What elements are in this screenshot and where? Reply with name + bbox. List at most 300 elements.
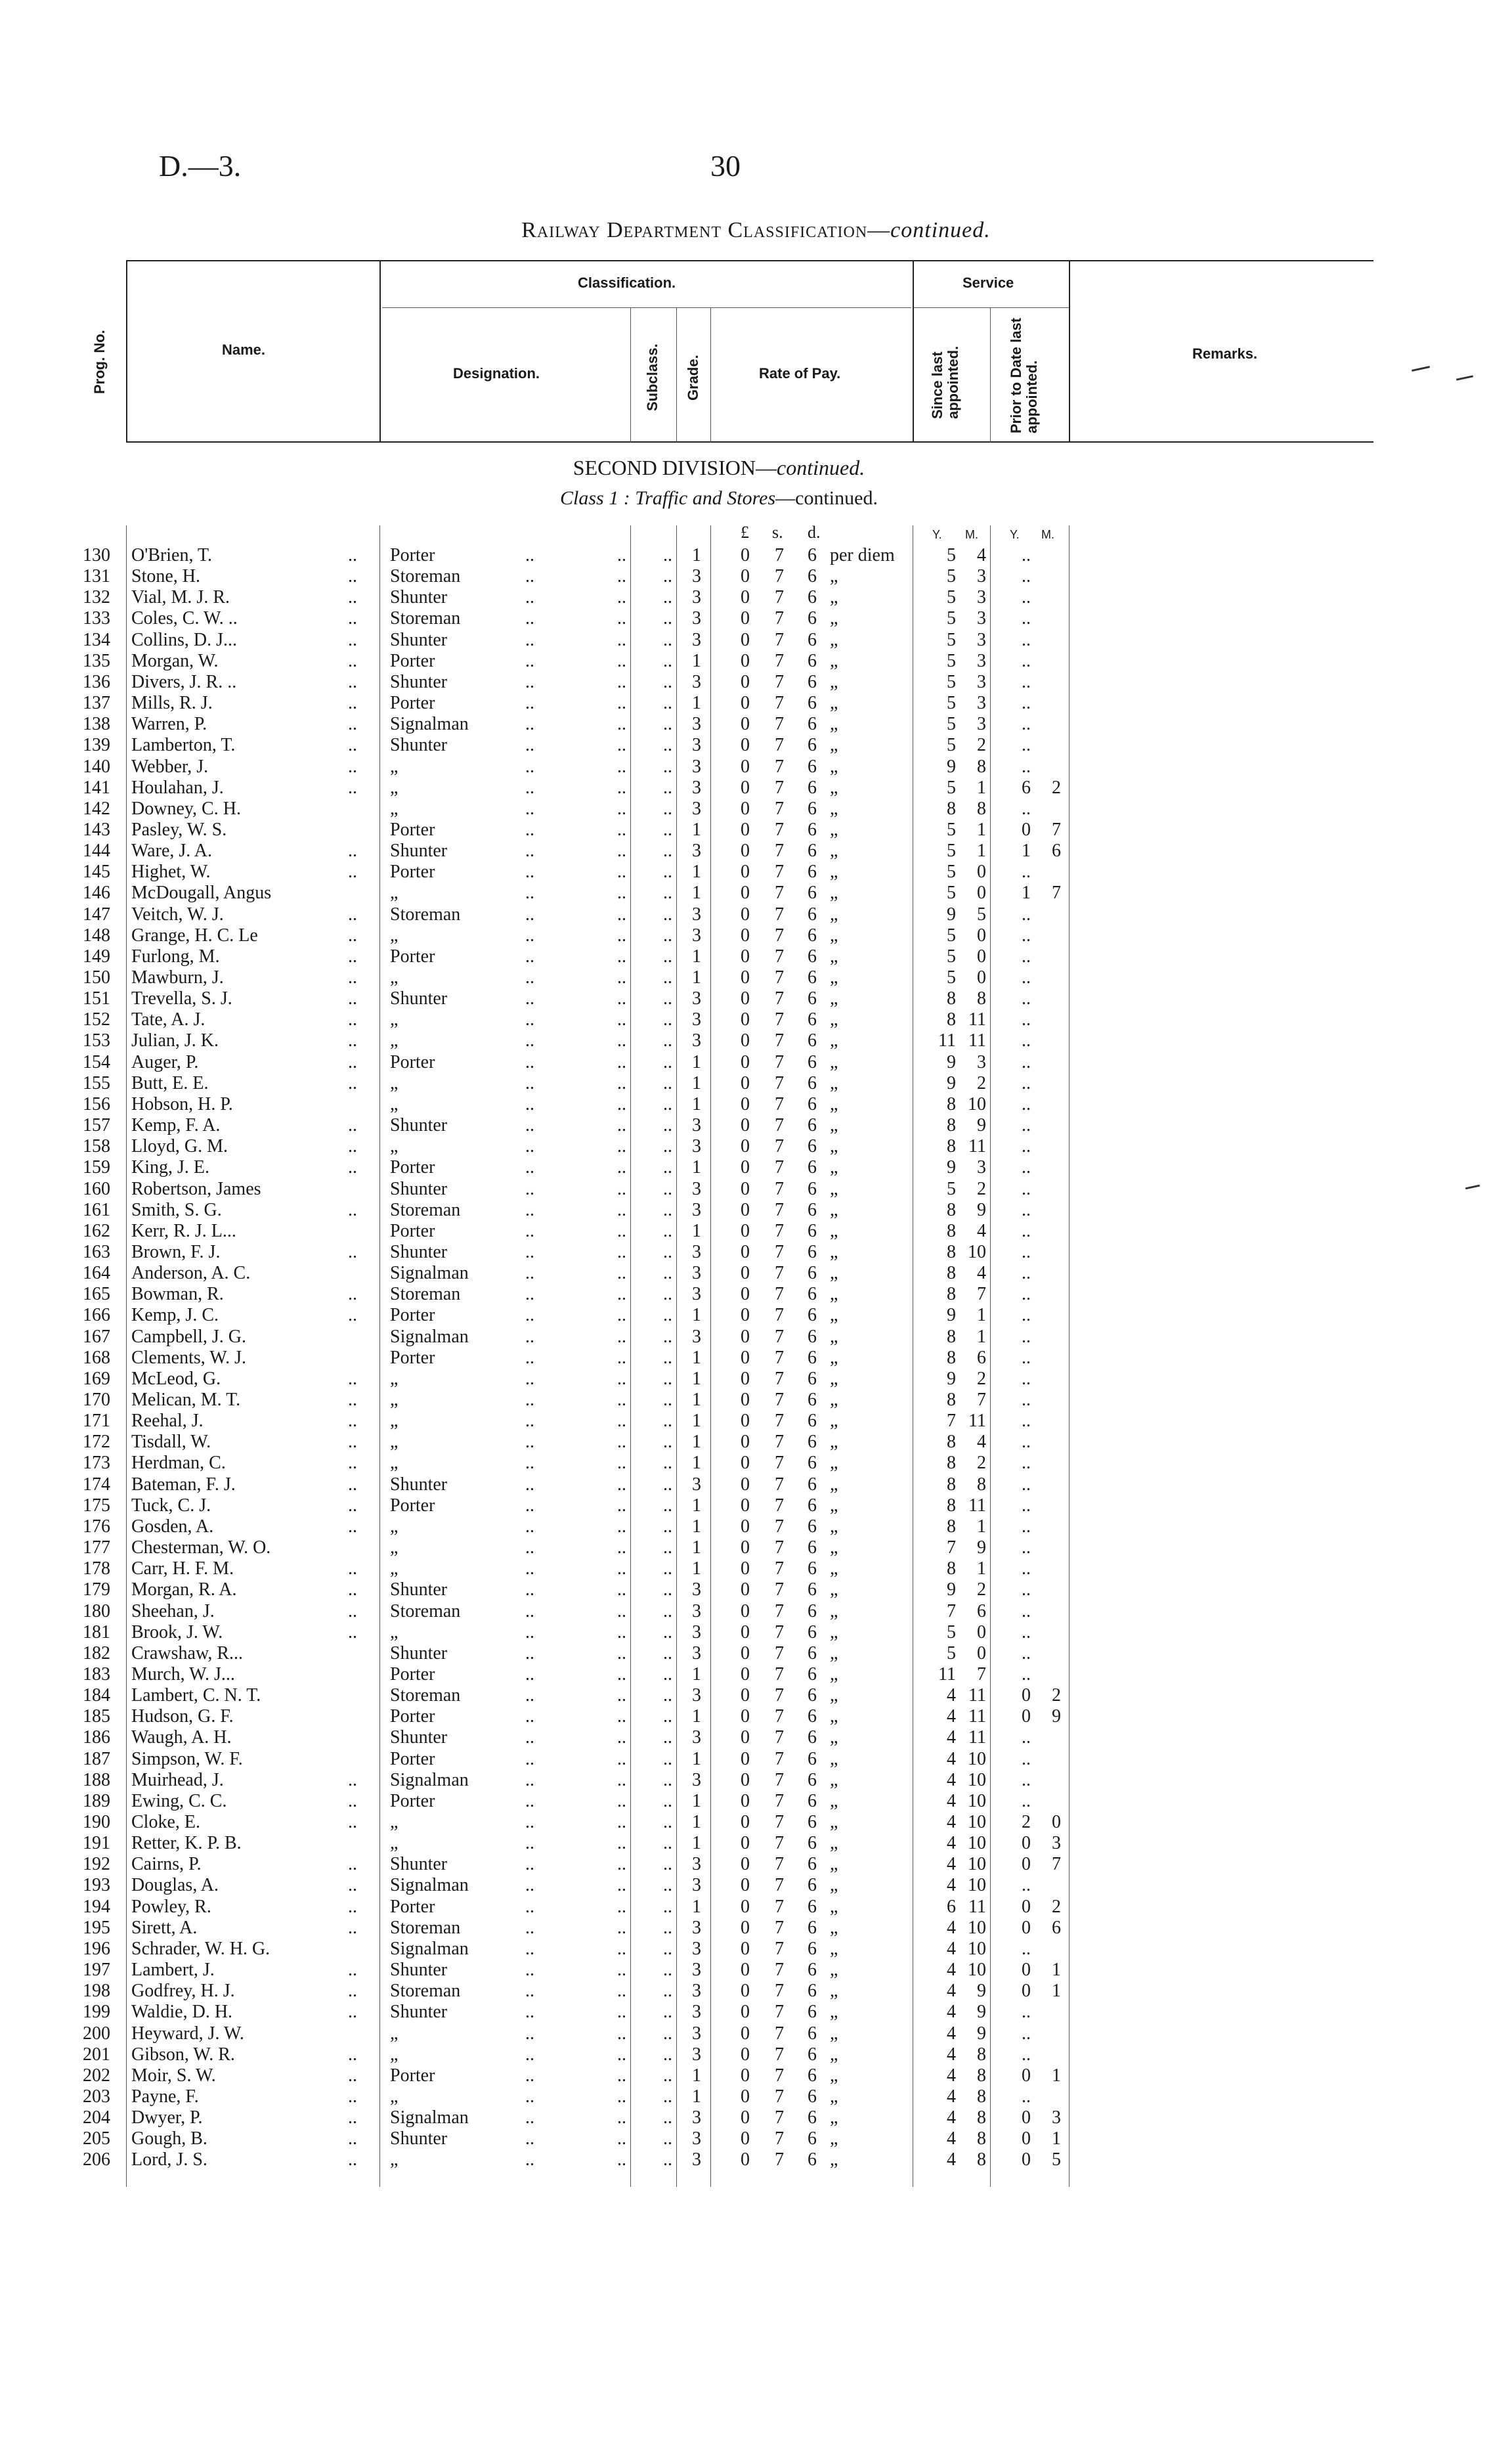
leader-dots: .. — [348, 2065, 357, 2086]
pay-pounds: 0 — [741, 2023, 750, 2044]
prog-no: 195 — [83, 1917, 110, 1938]
prior-months: 9 — [1052, 1706, 1061, 1727]
pay-pounds: 0 — [741, 566, 750, 587]
leader-dots: .. — [348, 1896, 357, 1917]
pay-pence: 6 — [808, 650, 817, 671]
since-months: 8 — [977, 1474, 986, 1495]
designation: Shunter — [390, 1960, 448, 1981]
remarks-header: Remarks. — [1192, 345, 1258, 362]
pay-shillings: 7 — [775, 608, 784, 629]
designation: Porter — [390, 1663, 435, 1684]
prior-years: .. — [1022, 1305, 1031, 1326]
since-months: 3 — [977, 629, 986, 650]
employee-name: Brown, F. J. — [131, 1241, 221, 1262]
pay-pounds: 0 — [741, 1115, 750, 1136]
designation: „ — [390, 2149, 399, 2170]
prog-no: 165 — [83, 1284, 110, 1305]
designation: „ — [390, 1453, 399, 1474]
designation: Signalman — [390, 1875, 469, 1896]
pay-shillings: 7 — [775, 2149, 784, 2170]
table-row — [0, 1030, 1512, 1051]
grade: 3 — [692, 629, 701, 650]
leader-dots: .. — [348, 925, 357, 946]
employee-name: Bowman, R. — [131, 1284, 224, 1305]
employee-name: Tuck, C. J. — [131, 1495, 211, 1516]
prior-years: .. — [1022, 1263, 1031, 1284]
prior-months: 7 — [1052, 883, 1061, 904]
since-months: 10 — [968, 1833, 986, 1854]
leader-dots: .. — [663, 566, 672, 587]
grade: 3 — [692, 1579, 701, 1600]
employee-name: Gibson, W. R. — [131, 2044, 235, 2065]
pay-pounds: 0 — [741, 1136, 750, 1157]
pay-note: „ — [830, 1390, 838, 1410]
pay-pence: 6 — [808, 1854, 817, 1875]
employee-name: Hobson, H. P. — [131, 1093, 233, 1114]
leader-dots: .. — [617, 1579, 626, 1600]
pay-note: „ — [830, 1157, 838, 1178]
pay-shillings: 7 — [775, 1157, 784, 1178]
designation: Storeman — [390, 904, 461, 925]
prior-months: 1 — [1052, 2128, 1061, 2149]
prior-years: .. — [1022, 1516, 1031, 1537]
prior-years: 0 — [1022, 1833, 1031, 1854]
designation: „ — [390, 798, 399, 819]
leader-dots: .. — [348, 1157, 357, 1178]
leader-dots: .. — [663, 798, 672, 819]
prior-months: 3 — [1052, 2107, 1061, 2128]
leader-dots: .. — [663, 1326, 672, 1347]
leader-dots: .. — [348, 1368, 357, 1389]
leader-dots: .. — [525, 756, 534, 777]
prior-months: 0 — [1052, 1812, 1061, 1832]
pay-pounds: 0 — [741, 1263, 750, 1284]
leader-dots: .. — [348, 1030, 357, 1051]
page-number: 30 — [710, 149, 741, 183]
col-divider — [676, 307, 677, 443]
division-continued: continued. — [777, 456, 865, 479]
prior-years: .. — [1022, 862, 1031, 883]
leader-dots: .. — [663, 545, 672, 565]
table-row — [0, 1812, 1512, 1833]
service-header: Service — [962, 275, 1014, 291]
leader-dots: .. — [348, 2086, 357, 2107]
leader-dots: .. — [617, 1706, 626, 1727]
grade: 3 — [692, 904, 701, 925]
leader-dots: .. — [525, 608, 534, 629]
prior-years: 2 — [1022, 1812, 1031, 1832]
designation: Signalman — [390, 1263, 469, 1284]
pay-pounds: 0 — [741, 1960, 750, 1981]
designation: Porter — [390, 1157, 435, 1178]
pay-note: „ — [830, 1748, 838, 1769]
prog-no: 199 — [83, 2002, 110, 2023]
designation: Shunter — [390, 1474, 448, 1495]
employee-name: Cairns, P. — [131, 1854, 202, 1875]
pay-pounds: 0 — [741, 1241, 750, 1262]
employee-name: Lambert, J. — [131, 1960, 215, 1981]
grade: 1 — [692, 1833, 701, 1854]
leader-dots: .. — [617, 862, 626, 883]
prog-no: 132 — [83, 587, 110, 608]
leader-dots: .. — [525, 1537, 534, 1558]
prior-years: .. — [1022, 1411, 1031, 1432]
employee-name: Simpson, W. F. — [131, 1748, 243, 1769]
since-years: 4 — [947, 2149, 956, 2170]
pay-pence: 6 — [808, 1368, 817, 1389]
leader-dots: .. — [617, 1981, 626, 2002]
prog-no: 177 — [83, 1537, 110, 1558]
grade: 1 — [692, 650, 701, 671]
pay-note: „ — [830, 862, 838, 883]
leader-dots: .. — [348, 1981, 357, 2002]
leader-dots: .. — [617, 1917, 626, 1938]
grade-header: Grade. — [685, 355, 701, 401]
table-row — [0, 587, 1512, 608]
pay-shillings: 7 — [775, 1642, 784, 1663]
designation: „ — [390, 2023, 399, 2044]
prior-years: 0 — [1022, 1896, 1031, 1917]
leader-dots: .. — [663, 629, 672, 650]
subclass-header: Subclass. — [644, 343, 660, 411]
employee-name: Houlahan, J. — [131, 777, 224, 798]
leader-dots: .. — [525, 650, 534, 671]
since-months: 4 — [977, 545, 986, 565]
employee-name: Lord, J. S. — [131, 2149, 207, 2170]
pay-pounds: 0 — [741, 1896, 750, 1917]
leader-dots: .. — [617, 1685, 626, 1706]
leader-dots: .. — [525, 671, 534, 692]
pay-pence: 6 — [808, 1960, 817, 1981]
prog-no: 139 — [83, 735, 110, 756]
pay-pounds: 0 — [741, 925, 750, 946]
pay-pounds: 0 — [741, 1663, 750, 1684]
since-years: 4 — [947, 1769, 956, 1790]
leader-dots: .. — [617, 1072, 626, 1093]
table-row — [0, 862, 1512, 883]
pay-note: „ — [830, 1263, 838, 1284]
pay-pence: 6 — [808, 1663, 817, 1684]
pay-note: „ — [830, 1621, 838, 1642]
leader-dots: .. — [617, 1453, 626, 1474]
prior-years: 0 — [1022, 2107, 1031, 2128]
prog-no: 175 — [83, 1495, 110, 1516]
prog-no: 183 — [83, 1663, 110, 1684]
leader-dots: .. — [525, 1305, 534, 1326]
designation: Porter — [390, 693, 435, 714]
leader-dots: .. — [663, 2086, 672, 2107]
pay-note: „ — [830, 1790, 838, 1811]
designation: „ — [390, 1558, 399, 1579]
table-row — [0, 778, 1512, 799]
leader-dots: .. — [617, 1305, 626, 1326]
since-months: 4 — [977, 1432, 986, 1453]
pay-shillings: 7 — [775, 2107, 784, 2128]
since-years: 4 — [947, 2044, 956, 2065]
pay-pounds: 0 — [741, 1326, 750, 1347]
leader-dots: .. — [348, 693, 357, 714]
leader-dots: .. — [617, 798, 626, 819]
prog-no: 200 — [83, 2023, 110, 2044]
class-label: Class 1 : — [560, 487, 636, 509]
designation: Shunter — [390, 2002, 448, 2023]
leader-dots: .. — [617, 2044, 626, 2065]
prior-years: .. — [1022, 1093, 1031, 1114]
pay-pence: 6 — [808, 1157, 817, 1178]
table-row — [0, 1833, 1512, 1854]
prog-no: 179 — [83, 1579, 110, 1600]
pay-pounds: 0 — [741, 1051, 750, 1072]
grade: 1 — [692, 2086, 701, 2107]
leader-dots: .. — [663, 1178, 672, 1199]
grade: 1 — [692, 1157, 701, 1178]
table-row — [0, 2107, 1512, 2128]
grade: 3 — [692, 714, 701, 735]
grade: 3 — [692, 587, 701, 608]
leader-dots: .. — [617, 1326, 626, 1347]
pay-note: „ — [830, 1305, 838, 1326]
grade: 3 — [692, 1917, 701, 1938]
table-row — [0, 1432, 1512, 1453]
grade: 1 — [692, 1706, 701, 1727]
leader-dots: .. — [663, 1495, 672, 1516]
leader-dots: .. — [525, 1093, 534, 1114]
pay-shillings: 7 — [775, 1136, 784, 1157]
classification-header: Classification. — [578, 275, 676, 291]
leader-dots: .. — [348, 1432, 357, 1453]
prior-header: Prior to Date last appointed. — [1008, 317, 1041, 433]
prog-no: 157 — [83, 1115, 110, 1136]
since-months: 11 — [968, 1136, 986, 1157]
pay-shillings: 7 — [775, 798, 784, 819]
classification-rule — [382, 307, 911, 308]
employee-name: Downey, C. H. — [131, 798, 241, 819]
since-months: 0 — [977, 862, 986, 883]
employee-name: Trevella, S. J. — [131, 988, 232, 1009]
since-years: 4 — [947, 2023, 956, 2044]
pay-pence: 6 — [808, 1642, 817, 1663]
grade: 1 — [692, 1220, 701, 1241]
leader-dots: .. — [617, 671, 626, 692]
leader-dots: .. — [663, 946, 672, 967]
since-years: 4 — [947, 1790, 956, 1811]
pay-shillings: 7 — [775, 1390, 784, 1410]
pay-shillings: 7 — [775, 1875, 784, 1896]
leader-dots: .. — [617, 904, 626, 925]
leader-dots: .. — [617, 1009, 626, 1030]
leader-dots: .. — [617, 1347, 626, 1368]
leader-dots: .. — [663, 2128, 672, 2149]
employee-name: Powley, R. — [131, 1896, 211, 1917]
leader-dots: .. — [663, 1157, 672, 1178]
employee-name: Collins, D. J... — [131, 629, 238, 650]
leader-dots: .. — [663, 1981, 672, 2002]
pay-shillings: 7 — [775, 819, 784, 840]
grade: 3 — [692, 566, 701, 587]
table-row — [0, 1727, 1512, 1748]
prior-years: 0 — [1022, 1917, 1031, 1938]
table-row — [0, 566, 1512, 587]
pay-shillings: 7 — [775, 1769, 784, 1790]
pay-shillings: 7 — [775, 2065, 784, 2086]
since-months: 5 — [977, 904, 986, 925]
leader-dots: .. — [525, 2002, 534, 2023]
header-top-rule — [126, 260, 1373, 261]
pay-note: „ — [830, 1875, 838, 1896]
since-years: 5 — [947, 1178, 956, 1199]
prog-no: 186 — [83, 1727, 110, 1748]
since-years: 9 — [947, 1072, 956, 1093]
leader-dots: .. — [525, 1495, 534, 1516]
prior-months: 1 — [1052, 2065, 1061, 2086]
pay-shillings: 7 — [775, 1981, 784, 2002]
leader-dots: .. — [663, 756, 672, 777]
designation: Porter — [390, 1305, 435, 1326]
designation: „ — [390, 1072, 399, 1093]
pay-pence: 6 — [808, 1051, 817, 1072]
since-years: 4 — [947, 1960, 956, 1981]
since-months: 8 — [977, 988, 986, 1009]
prior-years: 1 — [1022, 883, 1031, 904]
designation: „ — [390, 883, 399, 904]
pay-pounds: 0 — [741, 1706, 750, 1727]
pay-pence: 6 — [808, 1241, 817, 1262]
pay-shillings: 7 — [775, 1199, 784, 1220]
leader-dots: .. — [525, 1411, 534, 1432]
pay-note: „ — [830, 2086, 838, 2107]
since-years: 5 — [947, 819, 956, 840]
leader-dots: .. — [348, 1621, 357, 1642]
table-row — [0, 1327, 1512, 1348]
table-row — [0, 1052, 1512, 1073]
col-divider — [913, 260, 914, 443]
grade: 3 — [692, 1642, 701, 1663]
prog-no: 167 — [83, 1326, 110, 1347]
pay-pounds: 0 — [741, 1790, 750, 1811]
table-row — [0, 946, 1512, 967]
employee-name: O'Brien, T. — [131, 545, 212, 565]
since-months: 9 — [977, 1199, 986, 1220]
pay-pence: 6 — [808, 1453, 817, 1474]
leader-dots: .. — [663, 1051, 672, 1072]
pay-pence: 6 — [808, 1072, 817, 1093]
since-years: 8 — [947, 988, 956, 1009]
leader-dots: .. — [617, 756, 626, 777]
leader-dots: .. — [525, 946, 534, 967]
employee-name: Tisdall, W. — [131, 1432, 211, 1453]
employee-name: Retter, K. P. B. — [131, 1833, 242, 1854]
leader-dots: .. — [525, 1241, 534, 1262]
prog-no: 146 — [83, 883, 110, 904]
since-months: 10 — [968, 1241, 986, 1262]
leader-dots: .. — [525, 735, 534, 756]
leader-dots: .. — [617, 735, 626, 756]
employee-name: Kemp, F. A. — [131, 1115, 221, 1136]
table-row — [0, 1263, 1512, 1284]
employee-name: Lamberton, T. — [131, 735, 236, 756]
pay-note: „ — [830, 2002, 838, 2023]
leader-dots: .. — [663, 1938, 672, 1959]
leader-dots: .. — [663, 608, 672, 629]
leader-dots: .. — [525, 1220, 534, 1241]
employee-name: Divers, J. R. .. — [131, 671, 237, 692]
since-years: 5 — [947, 608, 956, 629]
pay-shillings: 7 — [775, 1009, 784, 1030]
pay-pounds: 0 — [741, 1600, 750, 1621]
pay-note: „ — [830, 1727, 838, 1748]
grade: 3 — [692, 1769, 701, 1790]
pay-note: „ — [830, 841, 838, 862]
leader-dots: .. — [525, 841, 534, 862]
pay-pence: 6 — [808, 1558, 817, 1579]
leader-dots: .. — [348, 1854, 357, 1875]
prog-no: 150 — [83, 967, 110, 988]
prog-no: 141 — [83, 777, 110, 798]
since-months: 8 — [977, 2065, 986, 2086]
designation: Storeman — [390, 1981, 461, 2002]
since-years: 8 — [947, 1284, 956, 1305]
pay-pounds: 0 — [741, 1854, 750, 1875]
grade: 3 — [692, 1600, 701, 1621]
table-row — [0, 1918, 1512, 1939]
pay-note: „ — [830, 714, 838, 735]
prior-years: .. — [1022, 1432, 1031, 1453]
employee-name: Reehal, J. — [131, 1411, 204, 1432]
pay-pounds: 0 — [741, 1220, 750, 1241]
leader-dots: .. — [617, 819, 626, 840]
grade: 3 — [692, 1030, 701, 1051]
designation: Porter — [390, 1347, 435, 1368]
leader-dots: .. — [348, 1960, 357, 1981]
pay-shillings: 7 — [775, 1411, 784, 1432]
pay-pence: 6 — [808, 1896, 817, 1917]
pay-pence: 6 — [808, 2065, 817, 2086]
pay-pence: 6 — [808, 2086, 817, 2107]
employee-name: Chesterman, W. O. — [131, 1537, 271, 1558]
prior-months: 2 — [1052, 1685, 1061, 1706]
leader-dots: .. — [525, 1051, 534, 1072]
unit-pounds: £ — [741, 523, 749, 542]
pay-pounds: 0 — [741, 1516, 750, 1537]
prior-years: 0 — [1022, 1685, 1031, 1706]
pay-note: „ — [830, 967, 838, 988]
table-row — [0, 672, 1512, 693]
leader-dots: .. — [617, 2086, 626, 2107]
since-years: 8 — [947, 1220, 956, 1241]
leader-dots: .. — [525, 1896, 534, 1917]
leader-dots: .. — [663, 1390, 672, 1410]
leader-dots: .. — [348, 2002, 357, 2023]
prog-no: 202 — [83, 2065, 110, 2086]
leader-dots: .. — [617, 1474, 626, 1495]
leader-dots: .. — [348, 1579, 357, 1600]
since-months: 7 — [977, 1663, 986, 1684]
pay-shillings: 7 — [775, 1516, 784, 1537]
prog-no: 153 — [83, 1030, 110, 1051]
table-row — [0, 841, 1512, 862]
employee-name: Kerr, R. J. L... — [131, 1220, 236, 1241]
since-years: 8 — [947, 1390, 956, 1410]
prog-no: 176 — [83, 1516, 110, 1537]
since-months: 8 — [977, 756, 986, 777]
pay-note: „ — [830, 819, 838, 840]
since-years: 4 — [947, 1875, 956, 1896]
prior-years: .. — [1022, 566, 1031, 587]
pay-pence: 6 — [808, 1326, 817, 1347]
pay-pence: 6 — [808, 777, 817, 798]
prog-no: 131 — [83, 566, 110, 587]
employee-name: Payne, F. — [131, 2086, 199, 2107]
